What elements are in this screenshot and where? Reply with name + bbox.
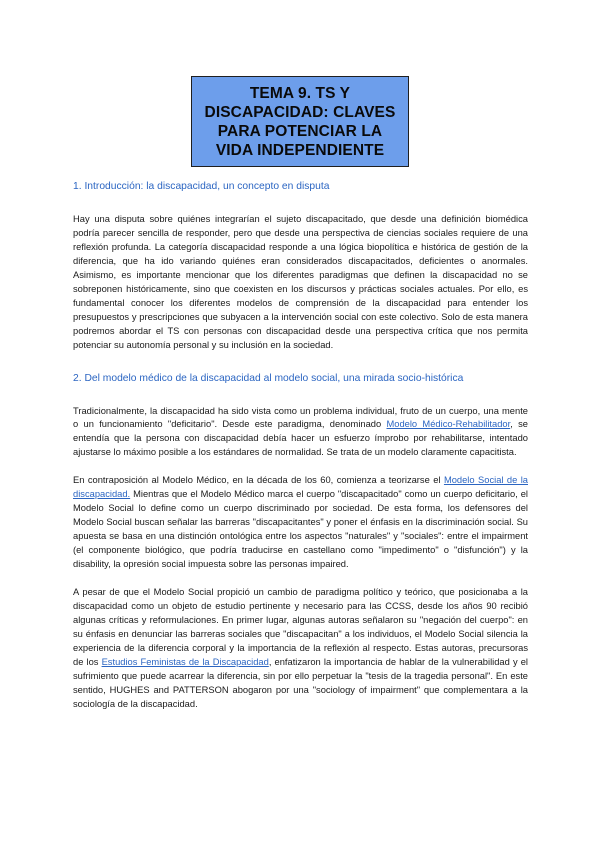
title-box (191, 76, 409, 167)
paragraph-text: Tradicionalmente, la discapacidad ha sido vista como un problema individual, fruto de un cuerpo, una mente o un funcionamiento "deficitario". Desde este paradigma, denominado (73, 405, 528, 430)
title-line-2: DISCAPACIDAD: CLAVES (204, 103, 396, 121)
paragraph-text: Mientras que el Modelo Médico marca el cuerpo "discapacitado" como un cuerpo deficitario, el Modelo Social lo define como un cuerpo discriminado por sociedad. De esta forma, los defensores del Modelo Social buscan señalar las barreras "discapacitantes" y poner el énfasis en la discriminación social. Su apuesta se basa en una distinción ontológica entre los aspectos "naturales" y "sociales": entre el impairment (el componente biológico, que podría traducirse en castellano como "impedimento" o "disfunción") y la disability, la opresión social impuesta sobre las personas impaired. (73, 489, 528, 570)
title-line-4: VIDA INDEPENDIENTE (215, 141, 385, 159)
section-1-heading: 1. Introducción: la discapacidad, un concepto en disputa (73, 181, 330, 192)
page-title (205, 84, 396, 160)
link-modelo-medico-rehabilitador[interactable]: Modelo Médico-Rehabilitador (386, 419, 511, 430)
section-2-paragraph-2 (73, 474, 528, 572)
link-modelo-social[interactable]: Modelo Social de la discapacidad. (73, 475, 528, 500)
section-1-paragraph-1: Hay una disputa sobre quiénes integrarían el sujeto discapacitado, que desde una definición biomédica podría parecer sencilla de responder, pero que desde una perspectiva de ciencias sociales requiere de una reflexión profunda. La categoría discapacidad responde a una lógica biopolítica e histórica de gestión de la diferencia, que ha ido variando quiénes eran considerados discapacitados, deficientes o anormales. Asimismo, es importante mencionar que los diferentes paradigmas que definen la discapacidad no se sobreponen históricamente, sino que coexisten en los discursos y prácticas sociales actuales. Por ello, es fundamental conocer los diferentes modelos de comprensión de la discapacidad para entender los presupuestos y prescripciones que subyacen a la intervención social con este colectivo. Solo de esta manera podremos abordar el TS con personas con discapacidad desde una perspectiva crítica que nos permita potenciar su autonomía personal y su inclusión en la sociedad. (73, 214, 528, 350)
paragraph-text: , enfatizaron la importancia de hablar de la vulnerabilidad y el sufrimiento que puede acarrear la diferencia, sin por ello perpetuar la "tesis de la tragedia personal". En este sentido, HUGHES and PATTERSON abogaron por una "sociology of impairment" que complementara a la sociología de la discapacidad. (73, 656, 528, 709)
document-body (73, 180, 528, 712)
title-line-1: TEMA 9. TS Y (249, 84, 351, 102)
section-2-paragraph-1 (73, 405, 528, 461)
title-line-3: PARA POTENCIAR LA (217, 122, 383, 140)
paragraph-text: En contraposición al Modelo Médico, en la década de los 60, comienza a teorizarse el (73, 475, 444, 486)
paragraph-text: , se entendía que la persona con discapacidad debía hacer un esfuerzo ímprobo por rehabilitarse, intentado ajustarse lo máximo posible a los estándares de normalidad. Se trata de un modelo claramente capacitista. (73, 419, 528, 458)
link-estudios-feministas-discapacidad[interactable]: Estudios Feministas de la Discapacidad (101, 656, 269, 667)
paragraph-text: A pesar de que el Modelo Social propició un cambio de paradigma político y teórico, que posicionaba a la discapacidad como un objeto de estudio pertinente y necesario para las CCSS, desde los años 90 recibió algunas críticas y reformulaciones. En primer lugar, algunas autoras señalaron su "negación del cuerpo": en su énfasis en denunciar las barreras sociales que "discapacitan" a los individuos, el Modelo Social silencia la experiencia de la diferencia corporal y la importancia de la reflexión al respecto. Estas autoras, precursoras de los (73, 587, 528, 667)
section-2-paragraph-3 (73, 586, 528, 712)
section-2-heading: 2. Del modelo médico de la discapacidad al modelo social, una mirada socio-histórica (73, 372, 464, 384)
